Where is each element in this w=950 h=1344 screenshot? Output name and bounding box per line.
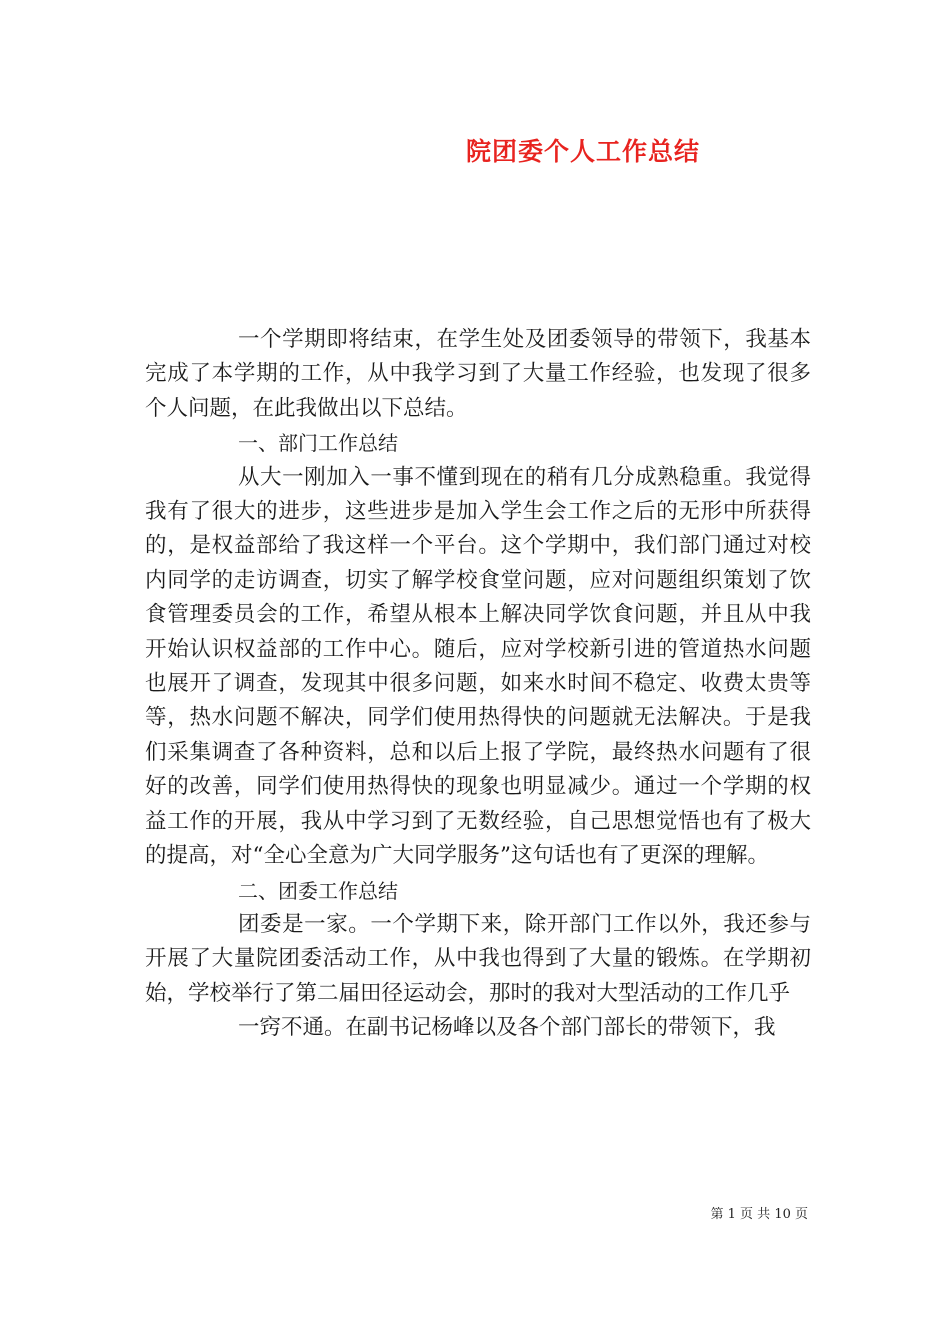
page-number-footer: 第 1 页 共 10 页 <box>710 1207 808 1222</box>
document-body <box>145 323 811 1046</box>
section-body-league-continued: 一窍不通。在副书记杨峰以及各个部门部长的带领下，我 <box>238 1015 776 1041</box>
document-title: 院团委个人工作总结 <box>465 137 700 166</box>
section-heading-league: 二、团委工作总结 <box>238 878 398 903</box>
intro-paragraph: 一个学期即将结束，在学生处及团委领导的带领下，我基本完成了本学期的工作，从中我学习到了大量工作经验，也发现了很多个人问题，在此我做出以下总结。 <box>145 327 811 421</box>
section-body-department: 从大一刚加入一事不懂到现在的稍有几分成熟稳重。我觉得我有了很大的进步，这些进步是加入学生会工作之后的无形中所获得的，是权益部给了我这样一个平台。这个学期中，我们部门通过对校内同学的走访调查，切实了解学校食堂问题，应对问题组织策划了饮食管理委员会的工作，希望从根本上解决同学饮食问题，并且从中我开始认识权益部的工作中心。随后，应对学校新引进的管道热水问题也展开了调查，发现其中很多问题，如来水时间不稳定、收费太贵等等，热水问题不解决，同学们使用热得快的问题就无法解决。于是我们采集调查了各种资料，总和以后上报了学院，最终热水问题有了很好的改善，同学们使用热得快的现象也明显减少。通过一个学期的权益工作的开展，我从中学习到了无数经验，自己思想觉悟也有了极大的提高，对“全心全意为广大同学服务”这句话也有了更深的理解。 <box>145 464 811 869</box>
section-body-league: 团委是一家。一个学期下来，除开部门工作以外，我还参与开展了大量院团委活动工作，从中我也得到了大量的锻炼。在学期初始，学校举行了第二届田径运动会，那时的我对大型活动的工作几乎 <box>145 911 811 1006</box>
section-heading-department: 一、部门工作总结 <box>238 431 398 456</box>
